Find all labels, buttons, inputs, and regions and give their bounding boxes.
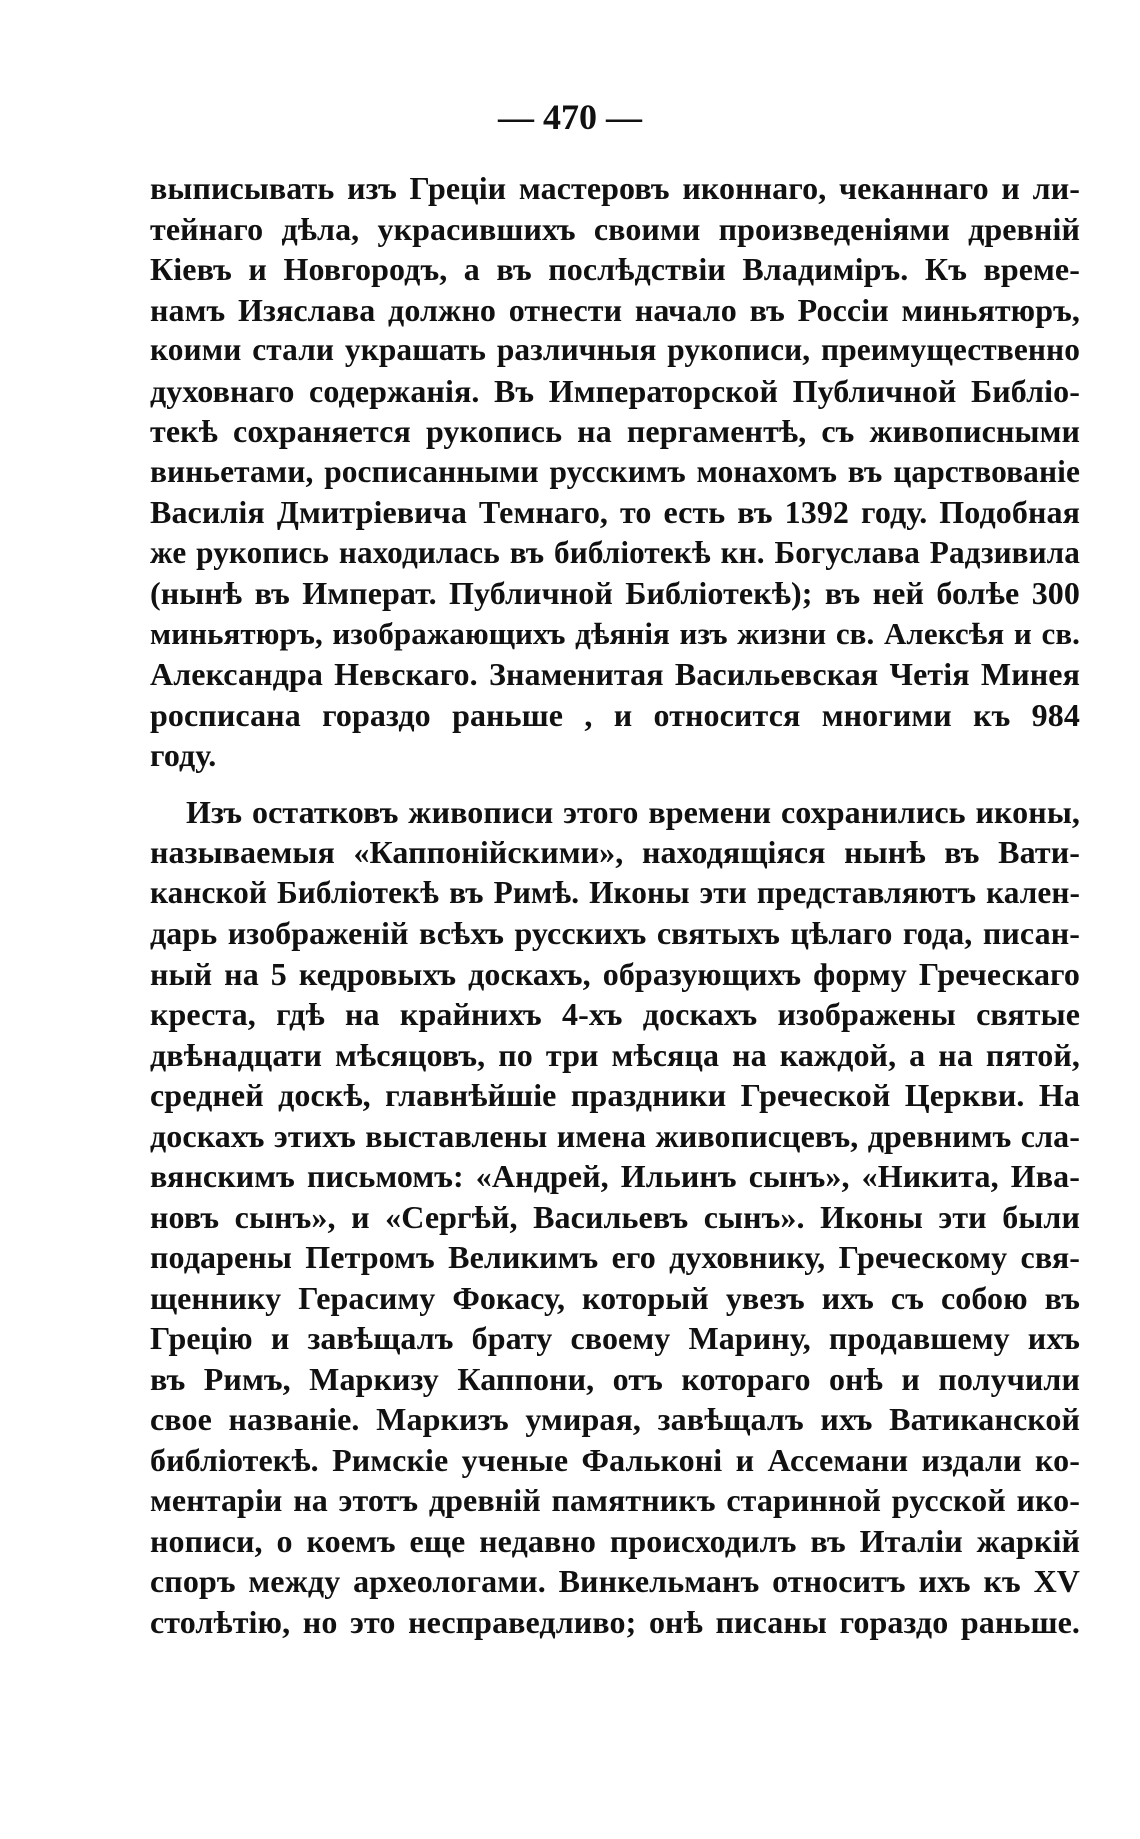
text-line: Василія Дмитріевича Темнаго, то есть въ 1392 году. Подобная [150,494,1080,530]
text-line: миньятюръ, изображающихъ дѣянія изъ жизни св. Алексѣя и св. [150,615,1080,651]
text-line: коими стали украшать различныя рукописи, преимущественно [150,332,1080,367]
text-line: ментаріи на этотъ древній памятникъ старинной русской ико- [150,1482,1080,1518]
text-line: году. [150,737,217,773]
text-line: доскахъ этихъ выставлены имена живописцевъ, древнимъ сла- [150,1117,1080,1154]
page-number: — 470 — [498,97,642,137]
text-line: виньетами, росписанными русскимъ монахомъ въ царствованіе [150,453,1080,489]
text-line: называемыя «Каппонійскими», находящіяся нынѣ въ Вати- [150,834,1080,870]
text-line: Кіевъ и Новгородъ, а въ послѣдствіи Владиміръ. Къ време- [150,251,1080,287]
text-line: библіотекѣ. Римскіе ученые Фальконі и Ассемани издали ко- [150,1441,1080,1478]
text-line: столѣтію, но это несправедливо; онѣ писаны гораздо раньше. [150,1603,1080,1640]
body-text [150,168,1080,1642]
text-line: вянскимъ письмомъ: «Андрей, Ильинъ сынъ», «Никита, Ива- [150,1158,1080,1194]
text-line: подарены Петромъ Великимъ его духовнику, Греческому свя- [150,1239,1080,1275]
text-line: дарь изображеній всѣхъ русскихъ святыхъ цѣлаго года, писан- [150,915,1080,951]
text-line: текѣ сохраняется рукопись на пергаментѣ, съ живописными [150,413,1080,449]
text-line: Изъ остатковъ живописи этого времени сохранились иконы, [186,793,1080,830]
text-line: въ Римъ, Маркизу Каппони, отъ котораго онѣ и получили [150,1360,1080,1397]
text-line: намъ Изяслава должно отнести начало въ Россіи миньятюръ, [150,291,1080,328]
text-line: росписана гораздо раньше , и относится многими къ 984 [150,696,1080,733]
text-line: нописи, о коемъ еще недавно происходилъ въ Италіи жаркій [150,1522,1080,1559]
text-line: споръ между археологами. Винкельманъ относитъ ихъ къ XV [150,1563,1080,1599]
text-line: щеннику Герасиму Фокасу, который увезъ ихъ съ собою въ [150,1279,1080,1316]
text-line: Грецію и завѣщалъ брату своему Марину, продавшему ихъ [150,1320,1080,1356]
text-line: новъ сынъ», и «Сергѣй, Васильевъ сынъ». Иконы эти были [150,1198,1080,1235]
text-line: же рукопись находилась въ библіотекѣ кн. Богуслава Радзивила [150,534,1080,570]
paragraph-1 [150,168,1080,776]
text-line: свое названіе. Маркизъ умирая, завѣщалъ ихъ Ватиканской [150,1401,1080,1437]
text-line: тейнаго дѣла, украсившихъ своими произведеніями древній [150,210,1080,247]
text-line: креста, гдѣ на крайнихъ 4-хъ доскахъ изображены святые [150,996,1080,1032]
paragraph-2 [150,792,1080,1643]
text-line: (нынѣ въ Императ. Публичной Библіотекѣ); въ ней болѣе 300 [150,575,1080,611]
text-line: ный на 5 кедровыхъ доскахъ, образующихъ форму Греческаго [150,955,1080,992]
text-line: средней доскѣ, главнѣйшіе праздники Греческой Церкви. На [150,1077,1080,1113]
text-line: Александра Невскаго. Знаменитая Васильевская Четія Минея [150,656,1080,692]
text-line: двѣнадцати мѣсяцовъ, по три мѣсяца на каждой, а на пятой, [150,1036,1080,1073]
text-line: канской Библіотекѣ въ Римѣ. Иконы эти представляютъ кален- [150,874,1080,910]
text-line: духовнаго содержанія. Въ Императорской Публичной Библіо- [150,372,1080,409]
text-line: выписывать изъ Греціи мастеровъ иконнаго, чеканнаго и ли- [150,170,1080,206]
